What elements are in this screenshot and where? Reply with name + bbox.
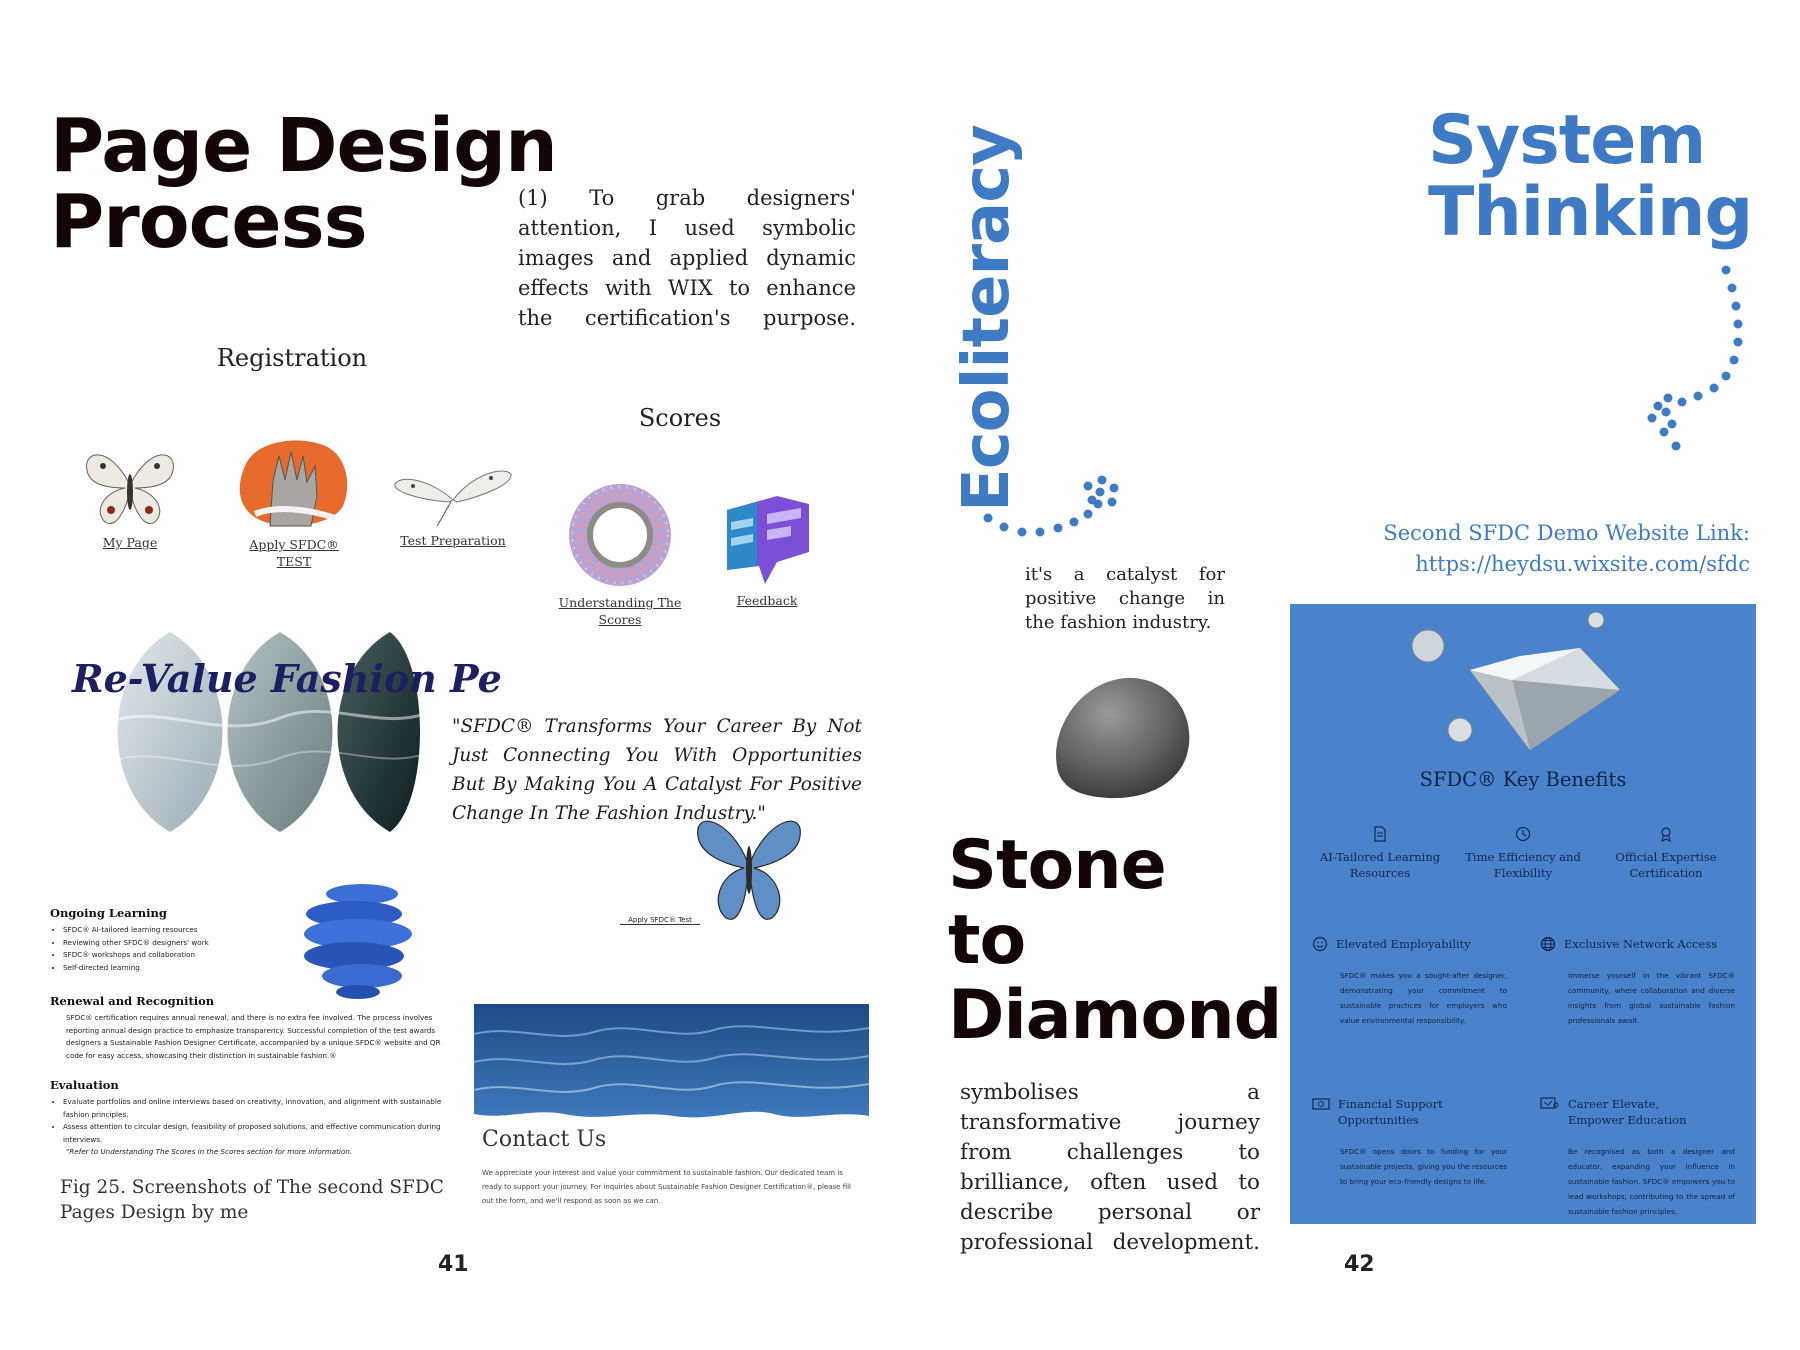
nav-card-understanding-scores[interactable] [555, 480, 685, 628]
nav-card-label[interactable]: Test Preparation [400, 533, 506, 548]
benefit-elevated-employability [1312, 936, 1507, 1028]
list-item: • Assess attention to circular design, feasibility of proposed solutions, and effective communication during interviews. [63, 1121, 450, 1146]
smile-icon [1312, 936, 1328, 952]
nav-card-apply-test[interactable] [232, 436, 356, 570]
benefit-heading: Career Elevate, Empower Education [1568, 1097, 1687, 1127]
demo-link-url[interactable]: https://heydsu.wixsite.com/sfdc [1415, 552, 1750, 576]
benefits-title: SFDC® Key Benefits [1419, 768, 1627, 791]
benefit-career-education [1540, 1096, 1735, 1219]
figure-caption: Fig 25. Screenshots of The second SFDC Pages Design by me [60, 1177, 444, 1223]
benefit-text: Be recognised as both a designer and educator, expanding your influence in sustainable fashion. SFDC® empowers you to lead workshops, contributing to the spread of sustainable fashion principles. [1568, 1147, 1735, 1216]
list-item: • Reviewing other SFDC® designers' work [63, 937, 390, 950]
section-heading: Evaluation [50, 1078, 119, 1092]
list-item: • SFDC® AI-tailored learning resources [63, 924, 390, 937]
hand-collage-image [235, 436, 353, 532]
ribbon-icon [1658, 826, 1674, 842]
list-item: • SFDC® workshops and collaboration [63, 949, 390, 962]
page-title: Page Design Process [50, 103, 557, 265]
key-benefits-panel [1290, 604, 1756, 1224]
butterfly-flying-image [391, 460, 515, 528]
benefit-time-efficiency [1458, 826, 1588, 881]
contact-title: Contact Us [482, 1127, 607, 1152]
page-number-left: 41 [438, 1252, 469, 1277]
ecoliteracy-text: it's a catalyst for positive change in the fashion industry. [1025, 564, 1225, 633]
scores-heading: Scores [638, 404, 722, 432]
benefit-ai-learning [1315, 826, 1445, 881]
contact-text: We appreciate your interest and value your commitment to sustainable fashion. Our dedicated team is ready to support your journey. For inquiries about Sustainable Fashion Designer Certification®, please fill out the form, and we'll respond as soon as we can. [482, 1169, 852, 1205]
nav-card-label[interactable]: Apply SFDC® TEST [249, 537, 339, 569]
nav-card-my-page[interactable] [70, 440, 190, 551]
benefit-label: Time Efficiency and Flexibility [1465, 850, 1581, 880]
page-number-right: 42 [1344, 1252, 1375, 1277]
benefit-heading: Elevated Employability [1336, 937, 1471, 951]
evaluation-note: "Refer to Understanding The Scores in the Scores section for more information. [66, 1147, 353, 1156]
nav-card-label[interactable]: Understanding The Scores [558, 595, 682, 627]
registration-heading: Registration [216, 344, 368, 372]
revalue-banner: Re-Value Fashion Pe [72, 656, 502, 701]
evaluation-section [50, 1078, 450, 1159]
benefit-text: SFDC® opens doors to funding for your sustainable projects, giving you the resources to bring your eco-friendly designs to life. [1340, 1147, 1507, 1186]
list-item: • Self-directed learning [63, 962, 390, 975]
benefit-network-access [1540, 936, 1735, 1028]
apply-test-button[interactable]: Apply SFDC® Test [620, 916, 700, 925]
section-heading: Ongoing Learning [50, 906, 167, 920]
renewal-section [50, 994, 450, 1062]
benefit-official-certification [1601, 826, 1731, 881]
butterfly-white-image [75, 440, 185, 530]
nav-card-label[interactable]: My Page [102, 535, 158, 550]
benefit-label: Official Expertise Certification [1615, 850, 1717, 880]
clock-icon [1515, 826, 1531, 842]
dotted-spiral-decoration [1630, 262, 1760, 458]
benefit-financial-support [1312, 1096, 1507, 1189]
stone-to-diamond-title: Stone to Diamond [948, 826, 1282, 1055]
feedback-3d-icon [717, 492, 817, 588]
money-icon [1312, 1096, 1330, 1112]
benefit-text: Immerse yourself in the vibrant SFDC® community, where collaboration and diverse insights from global sustainable fashion professionals await. [1568, 971, 1735, 1025]
intro-paragraph: (1) To grab designers' attention, I used symbolic images and applied dynamic effects with WIX to enhance the certification's purpose. [518, 186, 856, 330]
system-thinking-title: System Thinking [1428, 101, 1753, 252]
education-icon [1540, 1096, 1560, 1112]
section-heading: Renewal and Recognition [50, 994, 215, 1008]
benefit-label: AI-Tailored Learning Resources [1319, 850, 1441, 880]
globe-icon [1540, 936, 1556, 952]
quote-text: "SFDC® Transforms Your Career By Not Just Connecting You With Opportunities But By Making You A Catalyst For Positive Change In The Fashion Industry." [452, 716, 862, 824]
document-icon [1372, 826, 1388, 842]
nav-card-feedback[interactable] [712, 492, 822, 609]
benefit-heading: Financial Support Opportunities [1338, 1097, 1443, 1127]
dotted-path-decoration [980, 470, 1150, 550]
list-item: • Evaluate portfolios and online interviews based on creativity, innovation, and alignment with sustainable fashion principles. [63, 1096, 450, 1121]
stone-to-diamond-text: symbolises a transformative journey from challenges to brilliance, often used to describe personal or professional development. [960, 1080, 1260, 1255]
nav-card-test-preparation[interactable] [388, 460, 518, 549]
butterfly-blue-image [690, 808, 808, 930]
diamond-image [1400, 610, 1650, 760]
benefit-heading: Exclusive Network Access [1564, 937, 1718, 951]
demo-link-label: Second SFDC Demo Website Link: [1383, 521, 1750, 545]
flower-wreath-image [565, 480, 675, 590]
section-text: SFDC® certification requires annual renewal, and there is no extra fee involved. The process involves reporting annual design practice to emphasize transparency. Successful completion of the test awards designers a Sustainable Fashion Designer Certificate, accompanied by a unique SFDC® website and QR code for easy access, showcasing their distinction in sustainable fashion.® [66, 1013, 441, 1060]
ongoing-learning-section [50, 906, 390, 974]
stone-image [1048, 672, 1196, 802]
ocean-waves-image [474, 1004, 869, 1124]
nav-card-label[interactable]: Feedback [736, 593, 798, 608]
demo-website-link-block[interactable] [1370, 518, 1750, 580]
benefit-text: SFDC® makes you a sought-after designer, demonstrating your commitment to sustainable practices for employers who value environmental responsibility. [1340, 971, 1507, 1025]
